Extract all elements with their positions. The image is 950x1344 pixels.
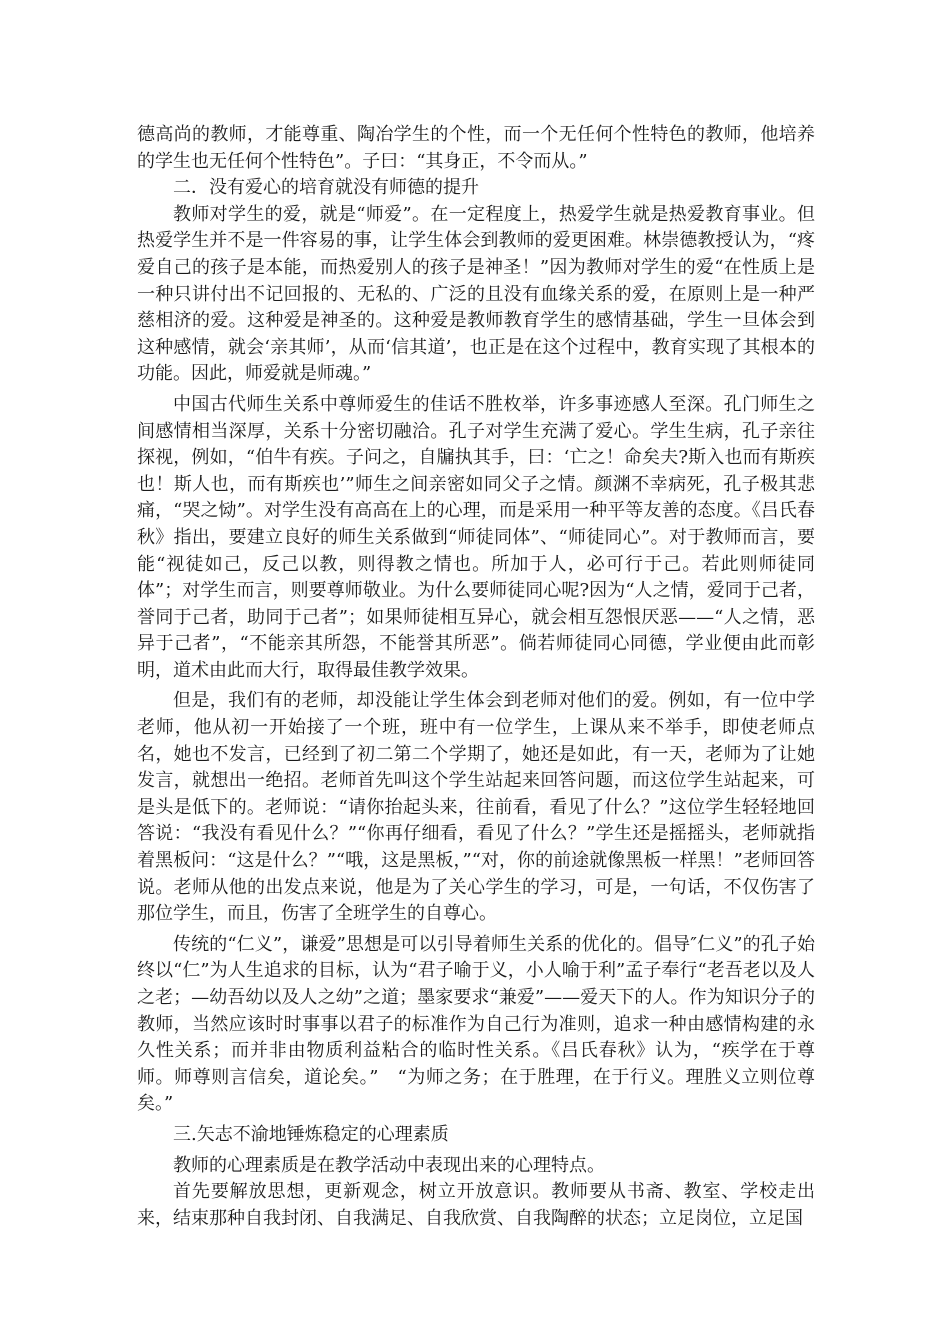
paragraph-open-mind: 首先要解放思想，更新观念，树立开放意识。教师要从书斋、教室、学校走出来，结束那种自我封闭、自我满足、自我欣赏、自我陶醉的状态；立足岗位，立足国 [137, 1181, 815, 1229]
document-page [137, 122, 815, 1232]
paragraph-psychology: 教师的心理素质是在教学活动中表现出来的心理特点。 [173, 1154, 605, 1176]
section-heading-3: 三.矢志不渝地锤炼稳定的心理素质 [173, 1123, 449, 1145]
paragraph-example-story: 但是，我们有的老师，却没能让学生体会到老师对他们的爱。例如，有一位中学老师，他从初一开始接了一个班，班中有一位学生，上课从来不举手，即使老师点名，她也不发言，已经到了初二第二个学期了，她还是如此，有一天，老师为了让她发言，就想出一绝招。老师首先叫这个学生站起来回答问题，而这位学生站起来，可是头是低下的。老师说：“请你抬起头来，往前看，看见了什么？”这位学生轻轻地回答说：“我没有看见什么？”“你再仔细看，看见了什么？”学生还是摇摇头，老师就指着黑板问：“这是什么？”“哦，这是黑板，”“对，你的前途就像黑板一样黑！”老师回答说。老师从他的出发点来说，他是为了关心学生的学习，可是，一句话，不仅伤害了那位学生，而且，伤害了全班学生的自尊心。 [137, 690, 815, 925]
paragraph-ancient-relations: 中国古代师生关系中尊师爱生的佳话不胜枚举，许多事迹感人至深。孔门师生之间感情相当深厚，关系十分密切融洽。孔子对学生充满了爱心。学生生病，孔子亲往探视，例如，“伯牛有疾。子问之，自牖执其手，曰：‘亡之！命矣夫?斯入也而有斯疾也！斯人也，而有斯疾也’”师生之间亲密如同父子之情。颜渊不幸病死，孔子极其悲痛，“哭之恸”。对学生没有高高在上的心理，而是采用一种平等友善的态度。《吕氏春秋》指出，要建立良好的师生关系做到“师徒同体”、“师徒同心”。对于教师而言，要能“视徒如己，反己以教，则得教之情也。所加于人，必可行于己。若此则师徒同体”；对学生而言，则要尊师敬业。为什么要师徒同心呢?因为“人之情，爱同于己者，誉同于己者，助同于己者”；如果师徒相互异心，就会相互怨恨厌恶——“人之情，恶异于己者”，“不能亲其所怨，不能誉其所恶”。倘若师徒同心同德，学业便由此而彰明，道术由此而大行，取得最佳教学效果。 [137, 393, 815, 681]
paragraph-teacher-love: 教师对学生的爱，就是“师爱”。在一定程度上，热爱学生就是热爱教育事业。但热爱学生并不是一件容易的事，让学生体会到教师的爱更困难。林崇德教授认为，“疼爱自己的孩子是本能，而热爱别人的孩子是神圣！”因为教师对学生的爱“在性质上是一种只讲付出不记回报的、无私的、广泛的且没有血缘关系的爱，在原则上是一种严慈相济的爱。这种爱是神圣的。这种爱是教师教育学生的感情基础，学生一旦体会到这种感情，就会‘亲其师’，从而‘信其道’，也正是在这个过程中，教育实现了其根本的功能。因此，师爱就是师魂。” [137, 203, 815, 385]
paragraph-continuation: 德高尚的教师，才能尊重、陶冶学生的个性，而一个无任何个性特色的教师，他培养的学生也无任何个性特色”。子曰：“其身正，不令而从。” [137, 124, 815, 172]
paragraph-tradition: 传统的“仁义”，谦爱”思想是可以引导着师生关系的优化的。倡导″仁义”的孔子始终以“仁”为人生追求的目标，认为“君子喻于义，小人喻于利”孟子奉行“老吾老以及人之老；—幼吾幼以及人之幼”之道；墨家要求“兼爱”——爱天下的人。作为知识分子的教师，当然应该时时事事以君子的标准作为自己行为准则，追求一种由感情构建的永久性关系；而并非由物质利益粘合的临时性关系。《吕氏春秋》认为，“疾学在于尊师。师尊则言信矣，道论矣。” “为师之务；在于胜理，在于行义。理胜义立则位尊矣。” [137, 933, 815, 1115]
section-heading-2: 二．没有爱心的培育就没有师德的提升 [173, 177, 479, 199]
